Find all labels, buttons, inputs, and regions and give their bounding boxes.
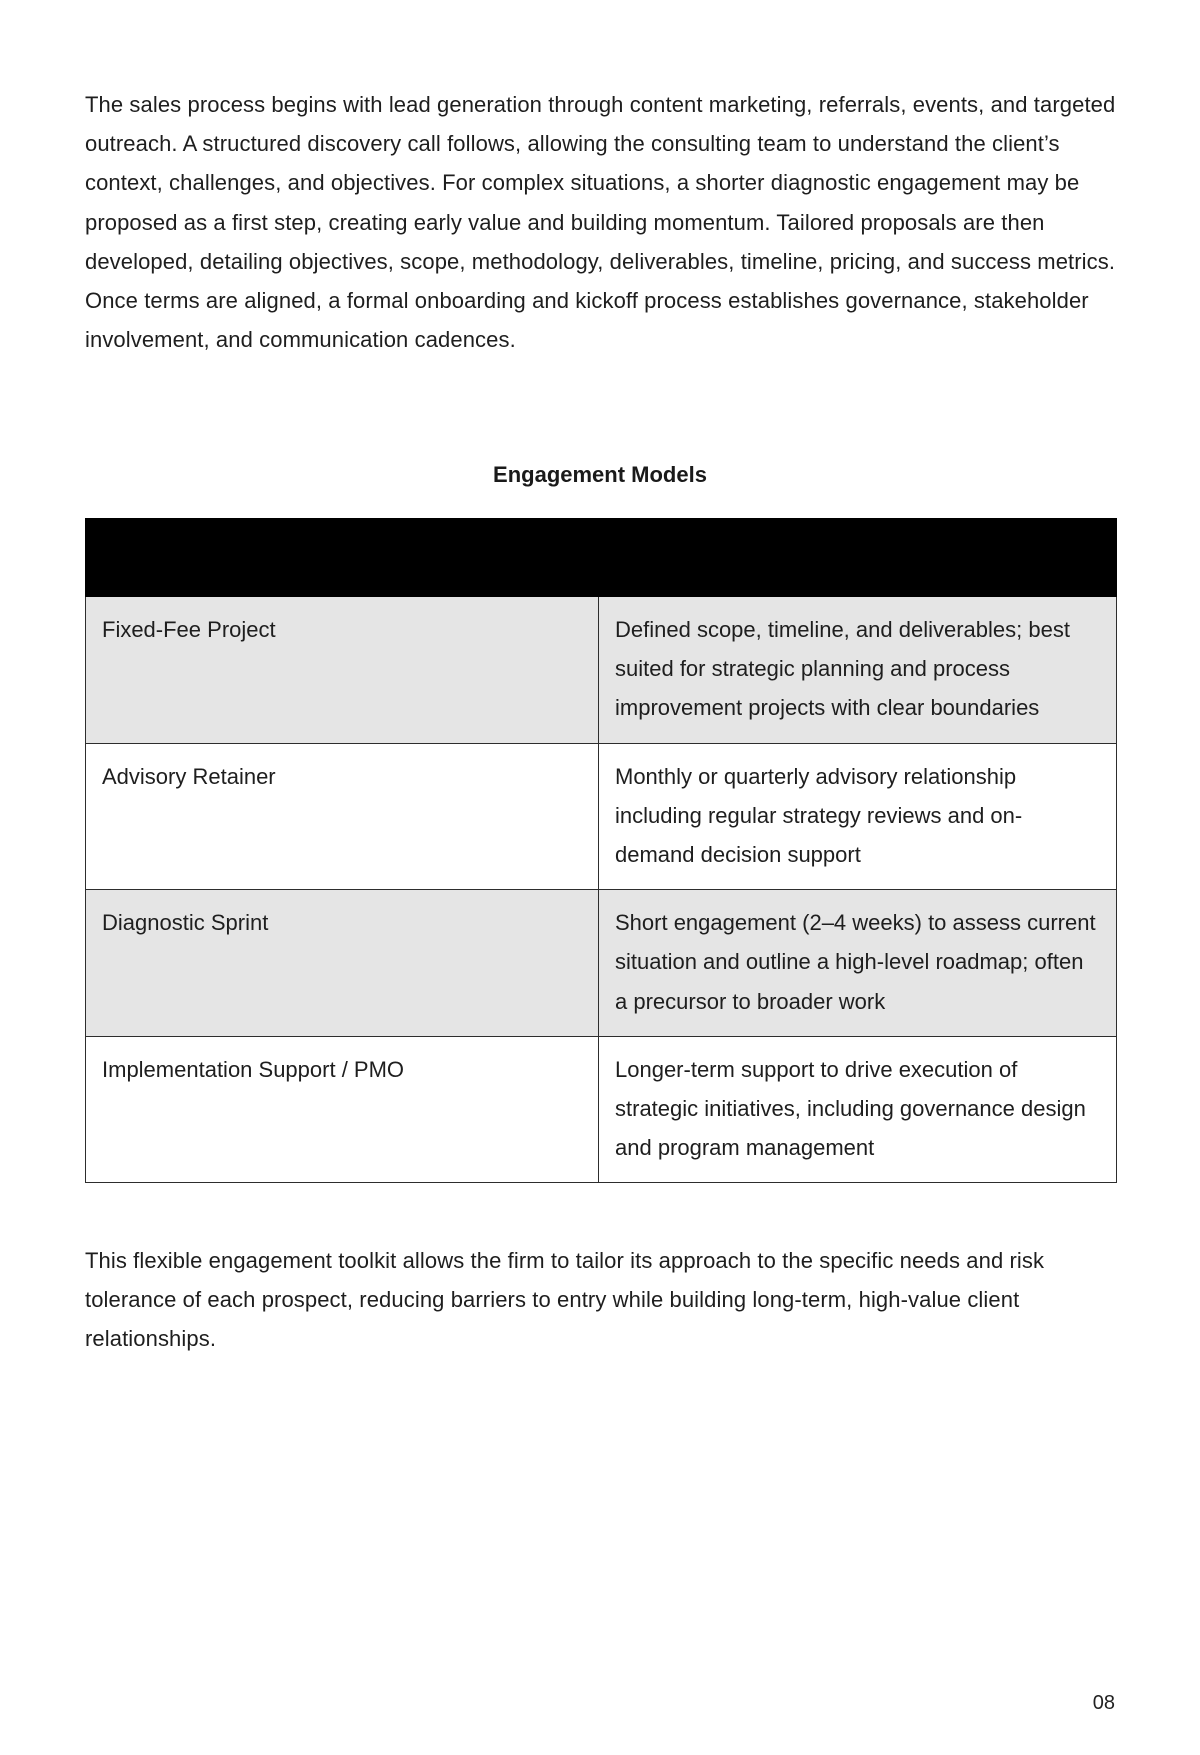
table-title: Engagement Models (493, 462, 707, 487)
table-row (86, 890, 1117, 1037)
table-header-row (86, 519, 1117, 597)
intro-paragraph: The sales process begins with lead generation through content marketing, referrals, events, and targeted outreach. A structured discovery call follows, allowing the consulting team to understand the client’s context, challenges, and objectives. For complex situations, a shorter diagnostic engagement may be proposed as a first step, creating early value and building momentum. Tailored proposals are then developed, detailing objectives, scope, methodology, deliverables, timeline, pricing, and success metrics. Once terms are aligned, a formal onboarding and kickoff process establishes governance, stakeholder involvement, and communication cadences. (85, 92, 1116, 353)
model-name-cell: Diagnostic Sprint (86, 890, 599, 1037)
engagement-models-table (85, 518, 1117, 1183)
table-row (86, 743, 1117, 890)
model-description-cell: Monthly or quarterly advisory relationship including regular strategy reviews and on-demand decision support (599, 743, 1117, 890)
header-cell-description (599, 519, 1117, 597)
page-number: 08 (1092, 1692, 1115, 1714)
model-description-cell: Short engagement (2–4 weeks) to assess current situation and outline a high-level roadmap; often a precursor to broader work (599, 890, 1117, 1037)
model-name-cell: Fixed-Fee Project (86, 597, 599, 744)
model-description-cell: Defined scope, timeline, and deliverables; best suited for strategic planning and process improvement projects with clear boundaries (599, 597, 1117, 744)
model-name-cell: Advisory Retainer (86, 743, 599, 890)
table-row (86, 597, 1117, 744)
table-row (86, 1036, 1117, 1183)
model-description-cell: Longer-term support to drive execution of strategic initiatives, including governance design and program management (599, 1036, 1117, 1183)
closing-paragraph: This flexible engagement toolkit allows the firm to tailor its approach to the specific needs and risk tolerance of each prospect, reducing barriers to entry while building long-term, high-value client relationships. (85, 1248, 1045, 1352)
header-cell-model (86, 519, 599, 597)
model-name-cell: Implementation Support / PMO (86, 1036, 599, 1183)
